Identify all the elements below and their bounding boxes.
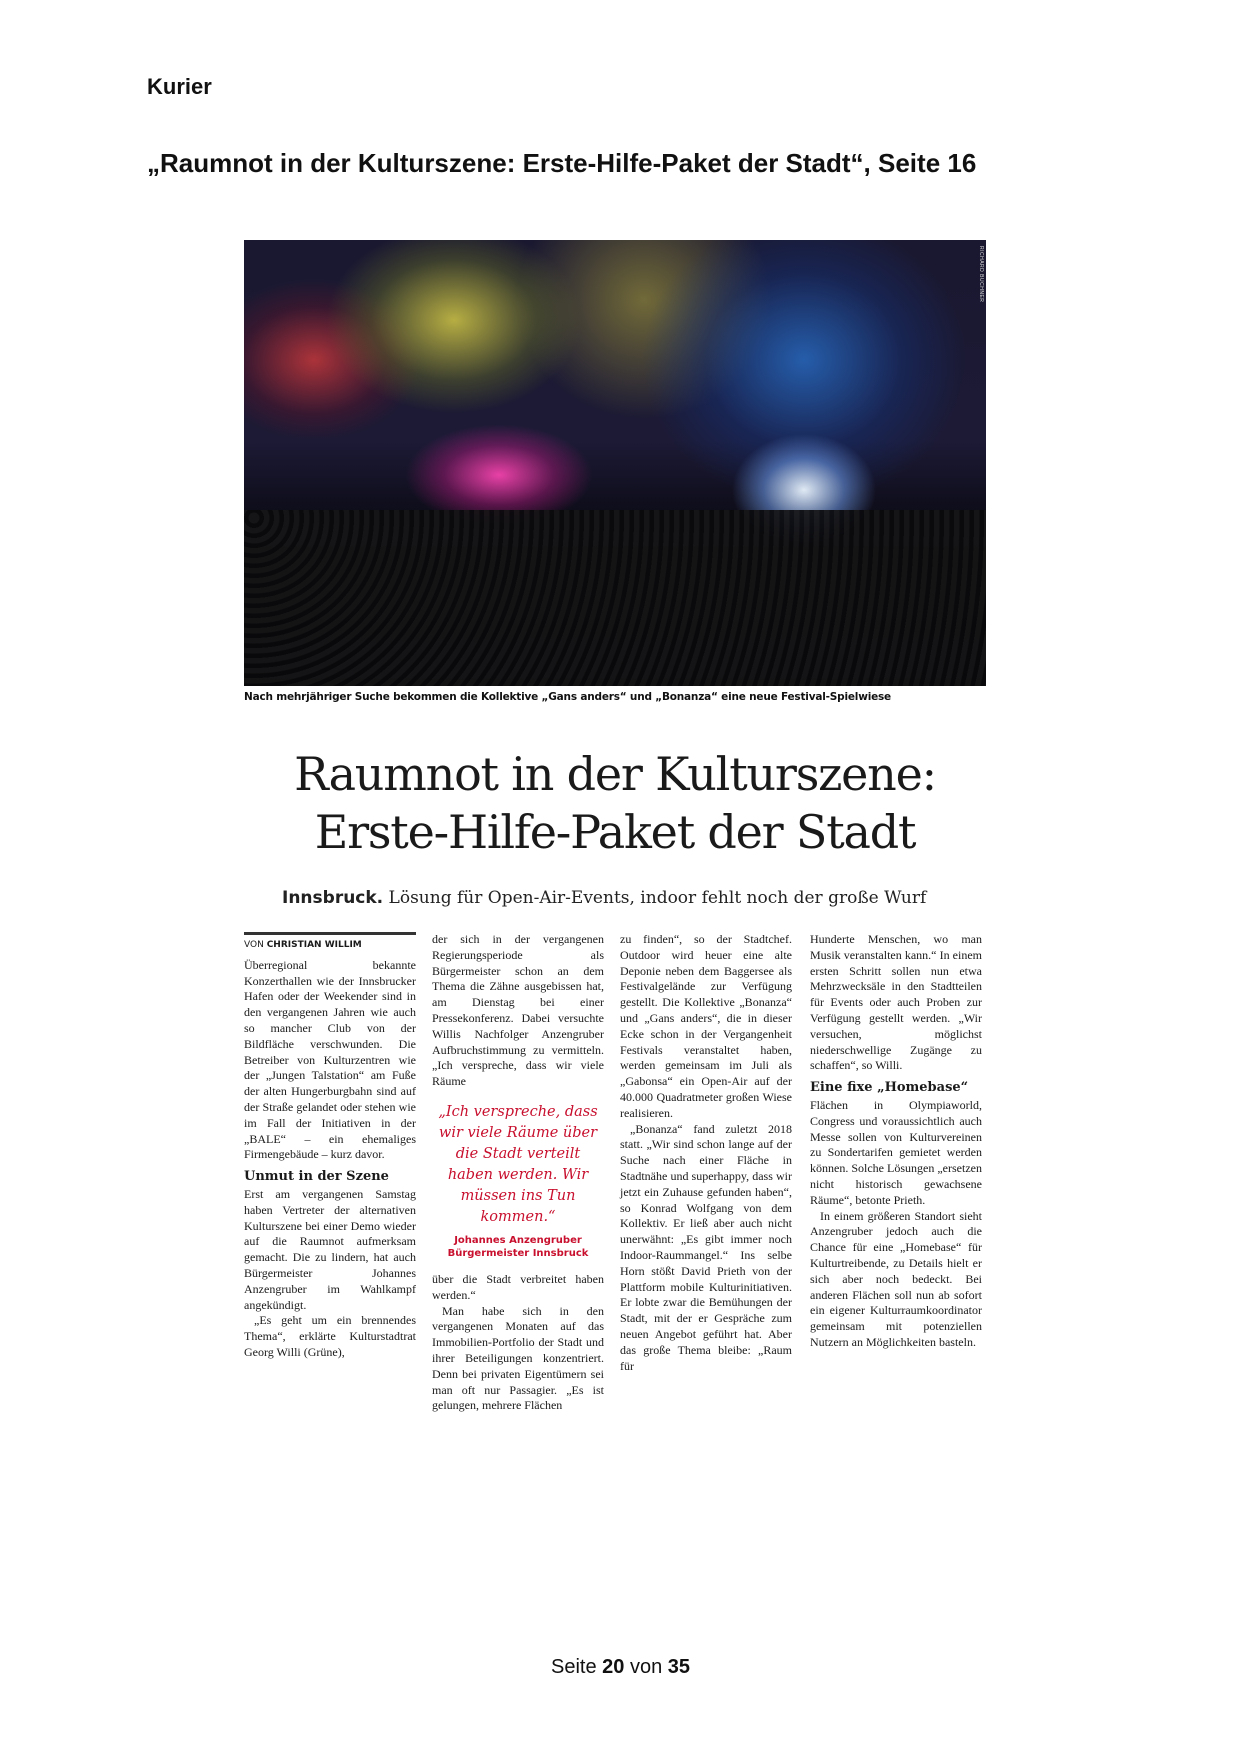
crosshead: Eine fixe „Homebase“ xyxy=(810,1080,969,1096)
pull-quote-attribution xyxy=(432,1234,604,1260)
paragraph: In einem größeren Standort sieht Anzengruber jedoch auch die Chance für eine „Homebase“ für Kulturtreibende, zu Details hielt er sich aber noch bedeckt. Bei anderen Flächen soll nun ab sofort ein eigener Kulturraumkoordinator gemeinsam mit potenziellen Nutzern an Möglichkeiten basteln. xyxy=(810,1208,982,1349)
byline xyxy=(244,932,416,954)
paragraph: Hunderte Menschen, wo man Musik veranstalten kann.“ In einem ersten Schritt sollen nun etwa Mehrzwecksäle in den Stadtteilen für Events oder auch Proben zur Verfügung gestellt werden. „Wir versuchen, möglichst niederschwellige Zugänge zu schaffen“, so Willi. xyxy=(810,932,982,1073)
page-middle: von xyxy=(624,1656,668,1678)
paragraph: Man habe sich in den vergangenen Monaten auf das Immobilien-Portfolio der Stadt und ihrer Beteiligungen konzentriert. Denn bei privaten Eigentümern sei man oft nur Passagier. „Es ist gelungen, mehrere Flächen xyxy=(432,1303,604,1413)
concert-photo xyxy=(244,240,986,686)
crowd-silhouette xyxy=(244,510,986,686)
newspaper-clipping xyxy=(244,240,986,1420)
text-column-4 xyxy=(810,932,982,1351)
paragraph: Flächen in Olympiaworld, Congress und voraussichtlich auch Messe sollen von Kulturvereinen zu Sondertarifen gemietet werden können. Solche Lösungen „ersetzen nicht historisch gewachsene Räume“, betonte Prieth. xyxy=(810,1097,982,1207)
headline-line-1: Raumnot in der Kulturszene: xyxy=(294,747,936,801)
pull-quote-role: Bürgermeister Innsbruck xyxy=(447,1247,589,1259)
page-prefix: Seite xyxy=(550,1656,603,1678)
paragraph: der sich in der vergangenen Regierungsperiode als Bürgermeister schon an dem Thema die Zähne ausgebissen hat, am Dienstag bei einer Pressekonferenz. Dabei versuchte Willis Nachfolger Anzengruber Aufbruchstimmung zu vermitteln. „Ich verspreche, dass wir viele Räume xyxy=(432,932,604,1089)
article-subheadline xyxy=(282,888,926,908)
publication-name: Kurier xyxy=(147,74,212,99)
clipping-title: „Raumnot in der Kulturszene: Erste-Hilfe-Paket der Stadt“, Seite 16 xyxy=(147,148,977,178)
headline-line-2: Erste-Hilfe-Paket der Stadt xyxy=(314,805,916,859)
photo-caption: Nach mehrjähriger Suche bekommen die Kollektive „Gans anders“ und „Bonanza“ eine neue Festival-Spielwiese xyxy=(244,691,891,703)
photo-credit: RICHARD BUCHNER xyxy=(978,246,984,303)
total-pages: 35 xyxy=(667,1656,690,1678)
dateline-place: Innsbruck. xyxy=(282,888,384,908)
paragraph: „Bonanza“ fand zuletzt 2018 statt. „Wir sind schon lange auf der Suche nach einer Fläche in Stadtnähe und superhappy, dass wir jetzt ein Zuhause gefunden haben“, so Konrad Wolfgang von dem Kollektiv. Er ließ aber auch nicht unerwähnt: „Es gibt immer noch Indoor-Raummangel.“ Ins selbe Horn stößt David Prieth von der Plattform mobile Kulturinitiativen. Er lobte zwar die Bemühungen der Stadt, mit der er Gespräche zum neuen Angebot geführt hat. Aber das große Thema bleibe: „Raum für xyxy=(620,1121,792,1373)
paragraph: Erst am vergangenen Samstag haben Vertreter der alternativen Kulturszene bei einer Demo wieder auf die Raumnot aufmerksam gemacht. Die zu lindern, hat auch Bürgermeister Johannes Anzengruber im Wahlkampf angekündigt. xyxy=(244,1186,416,1312)
text-column-1 xyxy=(244,932,416,1361)
page-number xyxy=(0,1656,1241,1679)
paragraph: über die Stadt verbreitet haben werden.“ xyxy=(432,1271,604,1302)
text-column-2 xyxy=(432,932,604,1414)
pull-quote xyxy=(432,1102,604,1260)
pull-quote-text: „Ich verspreche, dass wir viele Räume über die Stadt verteilt haben werden. Wir müssen ins Tun kommen.“ xyxy=(438,1103,598,1225)
crosshead: Unmut in der Szene xyxy=(244,1169,389,1185)
pull-quote-author: Johannes Anzengruber xyxy=(454,1234,582,1246)
paragraph: Überregional bekannte Konzerthallen wie der Innsbrucker Hafen oder der Weekender sind in den vergangenen Jahren wie auch so mancher Club von der Bildfläche verschwunden. Die Betreiber von Kulturzentren wie der „Jungen Talstation“ am Fuße der alten Hungerburgbahn sind auf der Straße gelandet oder stehen wie im Fall der Initiativen in der „BALE“ – ein ehemaliges Firmengebäude – kurz davor. xyxy=(244,957,416,1162)
paragraph: zu finden“, so der Stadtchef. Outdoor wird heuer eine alte Deponie neben dem Baggersee als Festivalgelände zur Verfügung gestellt. Die Kollektive „Bonanza“ und „Gans anders“, die in dieser Ecke schon in der Vergangenheit Festivals veranstaltet haben, werden gemeinsam im Juli als „Gabonsa“ ein Open-Air auf der 40.000 Quadratmeter großen Wiese realisieren. xyxy=(620,932,792,1120)
current-page: 20 xyxy=(602,1656,625,1678)
byline-author: CHRISTIAN WILLIM xyxy=(266,940,362,950)
subhead-text: Lösung für Open-Air-Events, indoor fehlt noch der große Wurf xyxy=(383,888,927,908)
text-column-3 xyxy=(620,932,792,1374)
byline-prefix: VON xyxy=(244,940,267,950)
article-headline xyxy=(244,745,986,861)
paragraph: „Es geht um ein brennendes Thema“, erklärte Kulturstadtrat Georg Willi (Grüne), xyxy=(244,1313,416,1359)
